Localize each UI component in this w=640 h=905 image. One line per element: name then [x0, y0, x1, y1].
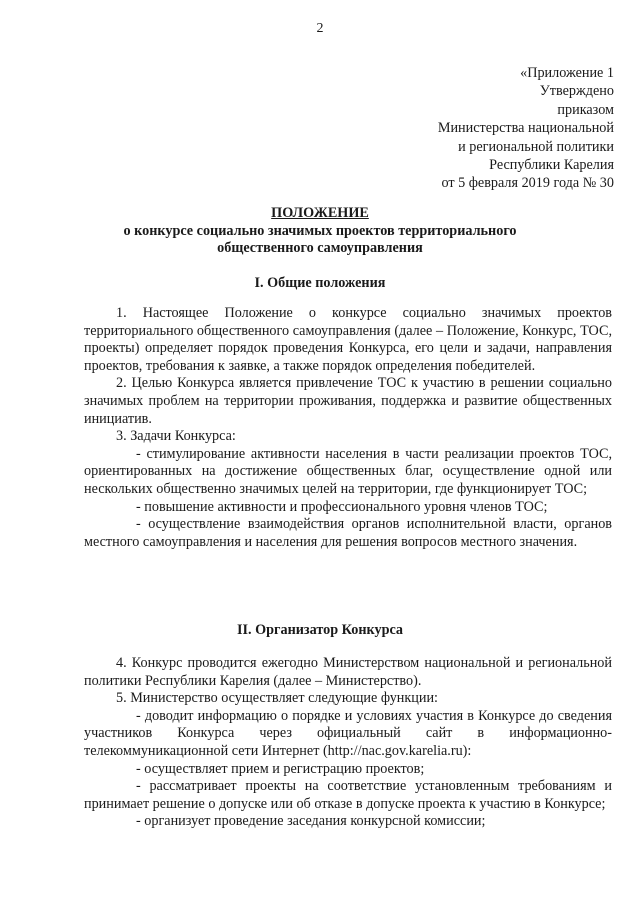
list-item: - организует проведение заседания конкурсной комиссии;	[136, 813, 486, 830]
list-item: - доводит информацию о порядке и условиях участия в Конкурсе до сведения участников Конкурса через официальный сайт в информационно-телекоммуникационной сети Интернет (http://nac.gov.karelia.ru):	[84, 707, 612, 759]
paragraph: 2. Целью Конкурса является привлечение ТОС к участию в решении социально значимых проблем на территории проживания, поддержка и развитие общественных инициатив.	[84, 375, 612, 427]
approval-line: Республики Карелия	[489, 157, 614, 174]
section-heading-organizer: II. Организатор Конкурса	[236, 622, 404, 638]
document-title-line: общественного самоуправления	[217, 240, 423, 256]
list-item: - осуществление взаимодействия органов исполнительной власти, органов местного самоуправления и населения для решения вопросов местного значения.	[84, 516, 612, 550]
paragraph: 3. Задачи Конкурса:	[116, 428, 236, 445]
approval-line: от 5 февраля 2019 года № 30	[441, 175, 614, 192]
paragraph: 4. Конкурс проводится ежегодно Министерством национальной и региональной политики Республики Карелия (далее – Министерство).	[84, 655, 612, 689]
approval-line: и региональной политики	[458, 138, 614, 155]
paragraph: 5. Министерство осуществляет следующие функции:	[116, 690, 438, 707]
section-general-body	[84, 305, 612, 551]
section-heading-general: I. Общие положения	[254, 275, 386, 291]
approval-block	[438, 64, 614, 193]
list-item: - рассматривает проекты на соответствие установленным требованиям и принимает решение о допуске или об отказе в допуске проекта к участию в Конкурсе;	[84, 778, 612, 812]
paragraph: 1. Настоящее Положение о конкурсе социально значимых проектов территориального общественного самоуправления (далее – Положение, Конкурс, ТОС, проекты) определяет порядок проведения Конкурса, его цели и задачи, направления проектов, требования к заявке, а также порядок определения победителей.	[84, 305, 612, 374]
document-title-line: о конкурсе социально значимых проектов территориального	[123, 222, 517, 239]
list-item: - стимулирование активности населения в части реализации проектов ТОС, ориентированных на достижение общественных благ, осуществление одной или нескольких общественно значимых целей на территории, где функционирует ТОС;	[84, 445, 612, 497]
section-organizer-body	[84, 655, 612, 831]
page-number: 2	[316, 21, 324, 36]
document-title-main: ПОЛОЖЕНИЕ	[271, 205, 369, 221]
document-title	[0, 205, 640, 258]
approval-line: «Приложение 1	[520, 65, 614, 81]
list-item: - повышение активности и профессионального уровня членов ТОС;	[136, 498, 548, 515]
approval-line: Утверждено	[539, 83, 614, 100]
list-item: - осуществляет прием и регистрацию проектов;	[136, 760, 425, 777]
approval-line: приказом	[557, 101, 614, 118]
approval-line: Министерства национальной	[437, 120, 614, 137]
